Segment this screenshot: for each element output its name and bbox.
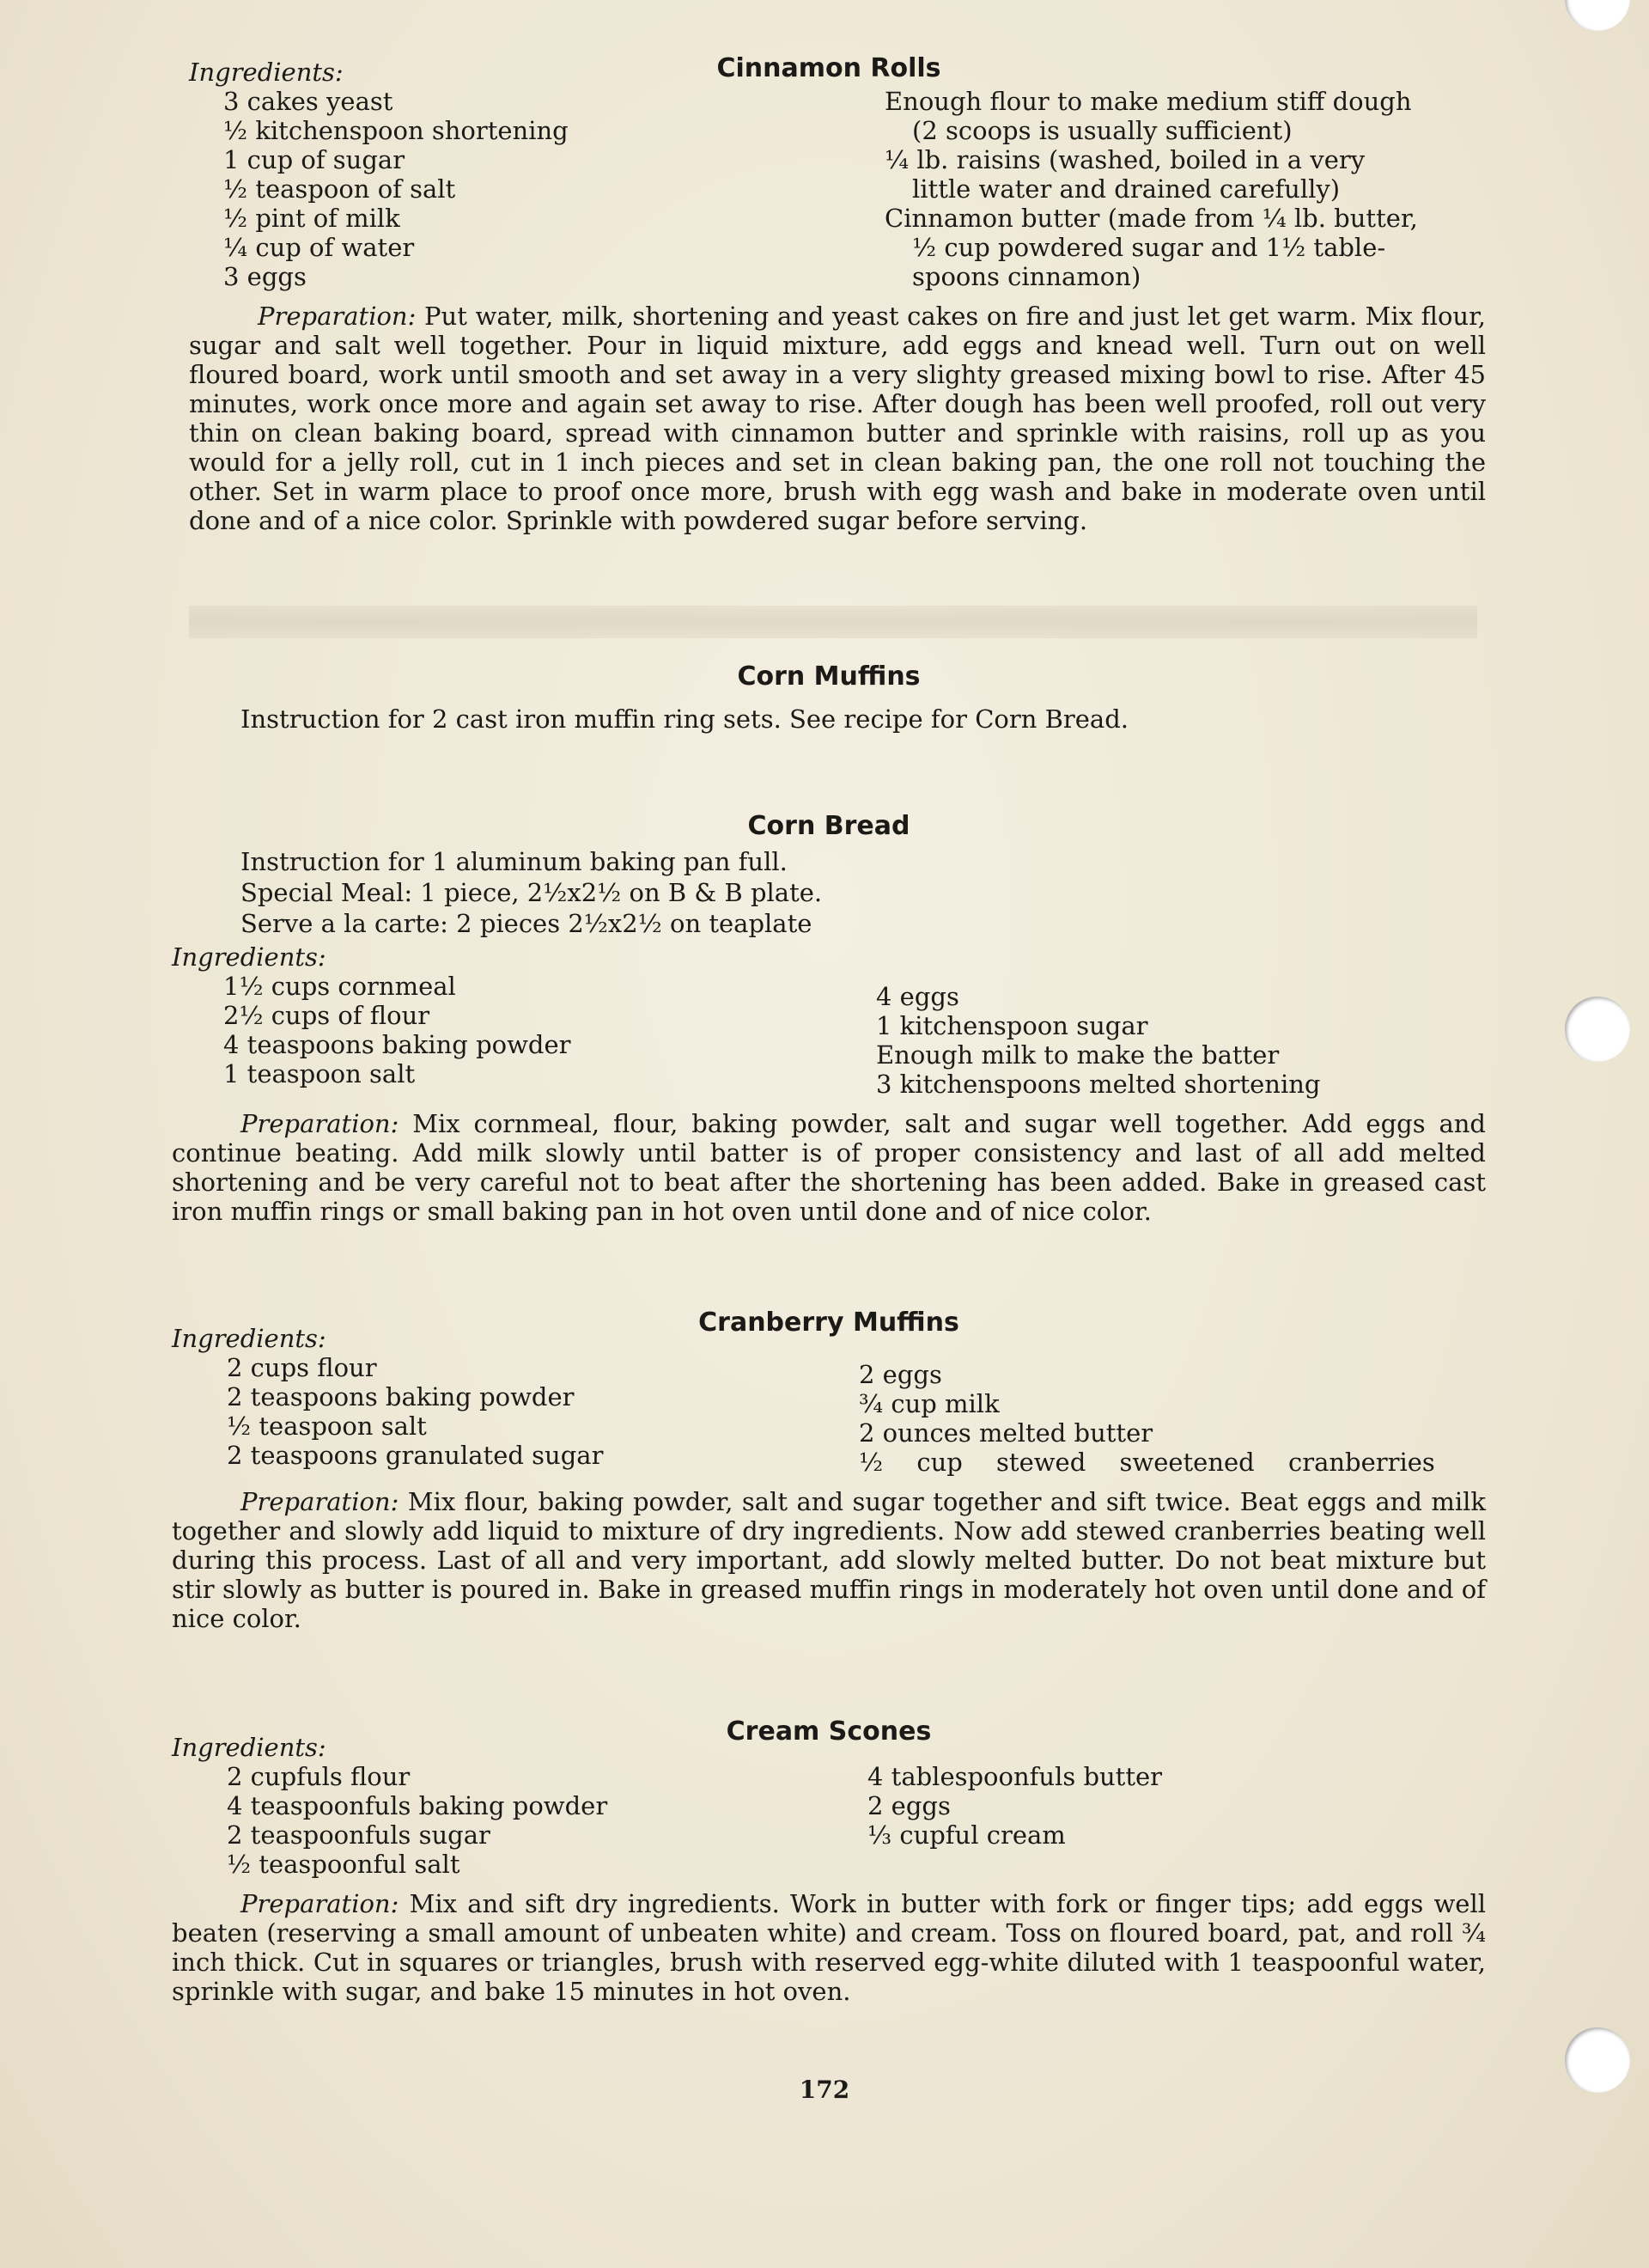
recipe-cranberry-muffins xyxy=(172,1308,1486,1633)
recipe-title: Cream Scones xyxy=(726,1716,932,1747)
recipe-corn-bread xyxy=(172,811,1486,1226)
preparation-text: Put water, milk, shortening and yeast cakes on fire and just let get warm. Mix flour, sugar and salt well together. Pour in liquid mixture, add eggs and knead well. Turn out on well floured board, work until smooth and set away in a very slighty greased mixing bowl to rise. After 45 minutes, work once more and again set away to rise. After dough has been well proofed, roll out very thin on clean baking board, spread with cinnamon butter and sprinkle with raisins, roll up as you would for a jelly roll, cut in 1 inch pieces and set in clean baking pan, the one roll not touching the other. Set in warm place to proof once more, brush with egg wash and bake in moderate oven until done and of a nice color. Sprinkle with powdered sugar before serving. xyxy=(189,302,1487,535)
ingredient: ½ cup stewed sweetened cranberries xyxy=(859,1448,1435,1477)
ingredient: Cinnamon butter (made from ¼ lb. butter, xyxy=(885,204,1418,233)
recipe-title: Cinnamon Rolls xyxy=(716,53,941,83)
preparation xyxy=(172,1889,1486,2006)
ingredient: ½ kitchenspoon shortening xyxy=(223,116,569,145)
preparation-text: Mix flour, baking powder, salt and sugar together and sift twice. Beat eggs and milk together and slowly add liquid to mixture of dry ingredients. Now add stewed cranberries beating well during this process. Last of all and very important, add slowly melted butter. Do not beat mixture but stir slowly as butter is poured in. Bake in greased muffin rings in moderately hot oven until done and of nice color. xyxy=(172,1487,1486,1633)
ingredient: ½ teaspoonful salt xyxy=(227,1850,460,1879)
recipe-title: Corn Bread xyxy=(747,811,910,841)
preparation-label: Preparation: xyxy=(240,1889,399,1918)
ingredients-left xyxy=(172,972,876,1099)
preparation xyxy=(172,1487,1486,1633)
ingredient: 2 cups flour xyxy=(227,1353,377,1382)
recipe-cinnamon-rolls xyxy=(172,53,1486,535)
ingredient: little water and drained carefully) xyxy=(912,174,1341,204)
ingredient: 4 teaspoonfuls baking powder xyxy=(227,1791,608,1820)
ingredients-left xyxy=(172,87,824,291)
page-number: 172 xyxy=(799,2076,850,2104)
preparation xyxy=(172,302,1486,535)
recipe-instruction: Serve a la carte: 2 pieces 2½x2½ on teaplate xyxy=(240,909,812,938)
ingredient: 3 kitchenspoons melted shortening xyxy=(876,1070,1321,1099)
ingredient: (2 scoops is usually sufficient) xyxy=(912,116,1293,145)
ingredient: ½ teaspoon of salt xyxy=(223,174,456,204)
ingredient: spoons cinnamon) xyxy=(912,262,1141,291)
ingredient: 1 teaspoon salt xyxy=(223,1059,416,1088)
ingredients-heading: Ingredients: xyxy=(172,1733,326,1762)
ingredient: 1½ cups cornmeal xyxy=(223,972,456,1001)
recipe-title: Cranberry Muffins xyxy=(698,1308,959,1338)
recipe-instruction: Special Meal: 1 piece, 2½x2½ on B & B plate. xyxy=(240,878,823,907)
ingredients-left xyxy=(172,1762,867,1879)
ingredients-right xyxy=(859,1353,1486,1477)
ingredient: 2 eggs xyxy=(859,1360,942,1389)
ingredient: ½ cup powdered sugar and 1½ table- xyxy=(912,233,1386,262)
preparation-label: Preparation: xyxy=(258,302,417,331)
ingredient: 2 cupfuls flour xyxy=(227,1762,411,1791)
ingredients-right xyxy=(867,1762,1486,1879)
recipe-title: Corn Muffins xyxy=(737,662,921,692)
ingredients-heading: Ingredients: xyxy=(172,1324,326,1353)
ingredients-left xyxy=(172,1353,859,1477)
ingredient: ⅓ cupful cream xyxy=(867,1820,1066,1850)
ingredient: 2 eggs xyxy=(867,1791,951,1820)
ingredient: Enough flour to make medium stiff dough xyxy=(885,87,1412,116)
ingredient: 2½ cups of flour xyxy=(223,1001,430,1030)
preparation-text: Mix and sift dry ingredients. Work in butter with fork or finger tips; add eggs well beaten (reserving a small amount of unbeaten white) and cream. Toss on floured board, pat, and roll ¾ inch thick. Cut in squares or triangles, brush with reserved egg-white diluted with 1 teaspoonful water, sprinkle with sugar, and bake 15 minutes in hot oven. xyxy=(172,1889,1486,2006)
ingredient: ¼ cup of water xyxy=(223,233,415,262)
ingredients-heading: Ingredients: xyxy=(172,942,326,972)
recipe-cream-scones xyxy=(172,1716,1486,2006)
ingredient: 1 kitchenspoon sugar xyxy=(876,1011,1148,1040)
ingredient: 2 teaspoonfuls sugar xyxy=(227,1820,490,1850)
ingredient: Enough milk to make the batter xyxy=(876,1040,1280,1070)
punch-hole-top xyxy=(1565,0,1630,31)
preparation xyxy=(172,1109,1486,1226)
ingredient: 2 teaspoons granulated sugar xyxy=(227,1441,604,1470)
ingredients-right xyxy=(876,972,1486,1099)
preparation-text: Mix cornmeal, flour, baking powder, salt and sugar well together. Add eggs and continue beating. Add milk slowly until batter is of proper consistency and last of all add melted shortening and be very careful not to beat after the shortening has been added. Bake in greased cast iron muffin rings or small baking pan in hot oven until done and of nice color. xyxy=(172,1109,1486,1226)
ingredient: 4 teaspoons baking powder xyxy=(223,1030,571,1059)
ingredient: ¾ cup milk xyxy=(859,1389,1000,1418)
ingredient: 1 cup of sugar xyxy=(223,145,405,174)
preparation-label: Preparation: xyxy=(240,1109,399,1138)
preparation-label: Preparation: xyxy=(240,1487,399,1516)
ingredient: ¼ lb. raisins (washed, boiled in a very xyxy=(885,145,1366,174)
ingredient: ½ pint of milk xyxy=(223,204,400,233)
ingredient: 3 cakes yeast xyxy=(223,87,393,116)
punch-hole-middle xyxy=(1565,997,1630,1062)
ingredient: 2 ounces melted butter xyxy=(859,1418,1153,1448)
ingredient: 2 teaspoons baking powder xyxy=(227,1382,575,1411)
recipe-instruction: Instruction for 2 cast iron muffin ring sets. See recipe for Corn Bread. xyxy=(240,704,1129,734)
recipe-corn-muffins xyxy=(172,662,1486,735)
ingredient: 3 eggs xyxy=(223,262,307,291)
ingredients-right xyxy=(824,87,1486,291)
recipe-instruction: Instruction for 1 aluminum baking pan full. xyxy=(240,847,788,876)
ingredient: 4 eggs xyxy=(876,982,959,1011)
bleed-through-band xyxy=(189,606,1477,638)
ingredients-heading: Ingredients: xyxy=(189,58,344,87)
ingredient: 4 tablespoonfuls butter xyxy=(867,1762,1163,1791)
ingredient: ½ teaspoon salt xyxy=(227,1411,427,1441)
